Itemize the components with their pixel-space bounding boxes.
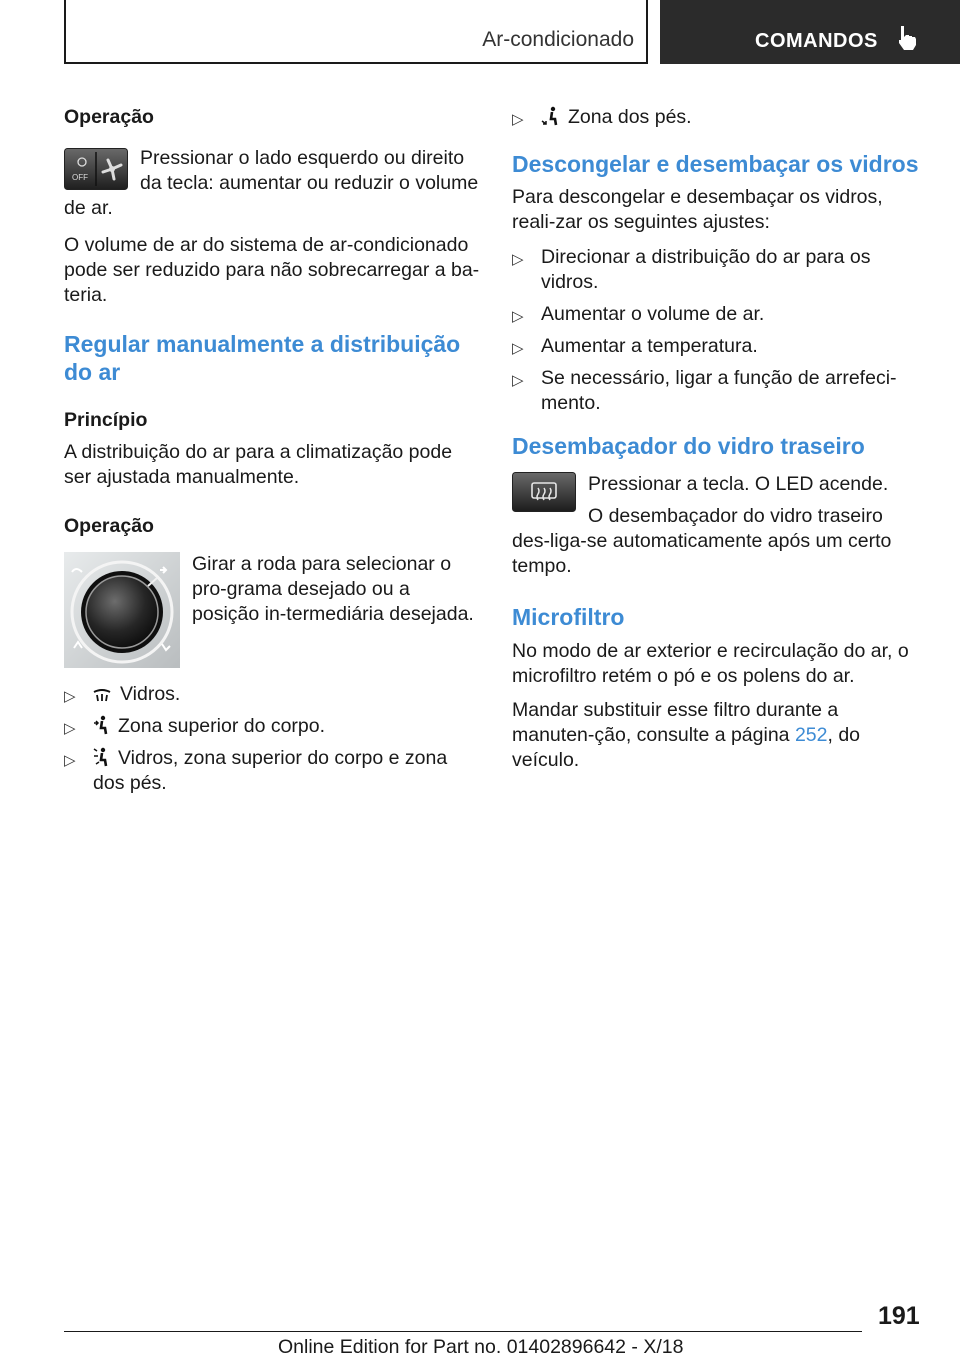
triangle-bullet-icon: ▷ — [64, 720, 76, 737]
triangle-bullet-icon: ▷ — [512, 251, 524, 268]
microfiltro-text-2 — [512, 698, 920, 773]
microfiltro-text-2-end: , do veículo. — [512, 724, 861, 771]
heading-descongelar: Descongelar e desembaçar os vidros — [512, 151, 919, 177]
triangle-bullet-icon: ▷ — [512, 111, 524, 128]
list-item — [512, 105, 920, 130]
operation-heading-2: Operação — [64, 515, 154, 537]
list-item — [512, 334, 920, 359]
right-column — [512, 100, 920, 773]
windows-body-feet-air-icon — [93, 747, 109, 767]
principle-heading: Princípio — [64, 409, 148, 431]
desembacador-text-1: Pressionar a tecla. O LED acende. — [588, 473, 889, 495]
list-item — [512, 366, 920, 416]
triangle-bullet-icon: ▷ — [64, 752, 76, 769]
left-column — [64, 100, 480, 803]
heading-regular-distribuicao: Regular manualmente a distribuição do ar — [64, 331, 461, 385]
microfiltro-text-1: No modo de ar exterior e recirculação do ar, o microfiltro retém o pó e os polens do ar. — [512, 640, 909, 687]
fan-off-button-icon — [64, 148, 128, 190]
microfiltro-text-2-start: Mandar substituir esse filtro durante a manuten-ção, consulte a página — [512, 699, 839, 746]
list-item — [512, 245, 920, 295]
desembacador-text-2: O desembaçador do vidro traseiro des-liga-se automaticamente após um certo tempo. — [512, 505, 892, 577]
list-item — [64, 746, 480, 796]
upper-body-air-icon — [93, 715, 109, 735]
defrost-step-3: Aumentar a temperatura. — [541, 335, 758, 357]
footer-divider — [64, 1331, 862, 1332]
defrost-step-2: Aumentar o volume de ar. — [541, 303, 765, 325]
header-section-title: Ar-condicionado — [482, 28, 634, 51]
heading-microfiltro: Microfiltro — [512, 604, 625, 630]
option-all-zones-label: Vidros, zona superior do corpo e zona dos pés. — [93, 747, 448, 794]
windshield-air-icon — [93, 689, 111, 703]
option-windows-label: Vidros. — [120, 683, 181, 705]
list-item — [64, 714, 480, 739]
header-section-box — [64, 0, 648, 64]
triangle-bullet-icon: ▷ — [512, 372, 524, 389]
footer-edition-text: Online Edition for Part no. 01402896642 - X/18 — [278, 1336, 684, 1358]
header-chapter-title: COMANDOS — [755, 30, 878, 52]
pointing-hand-icon — [896, 24, 918, 52]
option-upper-body-label: Zona superior do corpo. — [118, 715, 326, 737]
list-item — [512, 302, 920, 327]
defrost-steps-list — [512, 245, 920, 416]
header-chapter-box — [660, 0, 960, 64]
air-volume-paragraph: O volume de ar do sistema de ar-condicionado pode ser reduzido para não sobrecarregar a ba-teria. — [64, 234, 480, 306]
principle-text: A distribuição do ar para a climatização pode ser ajustada manualmente. — [64, 441, 453, 488]
triangle-bullet-icon: ▷ — [64, 688, 76, 705]
operation-text-2: Girar a roda para selecionar o pro-grama desejado ou a posição in-termediária desejada. — [192, 553, 474, 625]
distribution-options-list — [64, 682, 480, 796]
feet-air-icon — [541, 106, 559, 126]
svg-text:OFF: OFF — [72, 173, 88, 182]
heading-desembacador: Desembaçador do vidro traseiro — [512, 433, 865, 459]
list-item — [64, 682, 480, 707]
page-reference-link[interactable]: 252 — [794, 724, 828, 746]
option-feet-label: Zona dos pés. — [568, 106, 692, 128]
air-distribution-dial-icon — [64, 552, 180, 668]
feet-option-list — [512, 105, 920, 130]
rear-window-defrost-button-icon — [512, 472, 576, 512]
page-number: 191 — [878, 1302, 920, 1330]
operation-heading-1: Operação — [64, 106, 154, 128]
defrost-step-4: Se necessário, ligar a função de arrefeci-mento. — [541, 367, 897, 414]
defrost-step-1: Direcionar a distribuição do ar para os vidros. — [541, 246, 871, 293]
triangle-bullet-icon: ▷ — [512, 308, 524, 325]
triangle-bullet-icon: ▷ — [512, 340, 524, 357]
operation-text-1: Pressionar o lado esquerdo ou direito da tecla: aumentar ou reduzir o volume de ar. — [64, 147, 479, 219]
descongelar-text: Para descongelar e desembaçar os vidros, reali-zar os seguintes ajustes: — [512, 186, 883, 233]
